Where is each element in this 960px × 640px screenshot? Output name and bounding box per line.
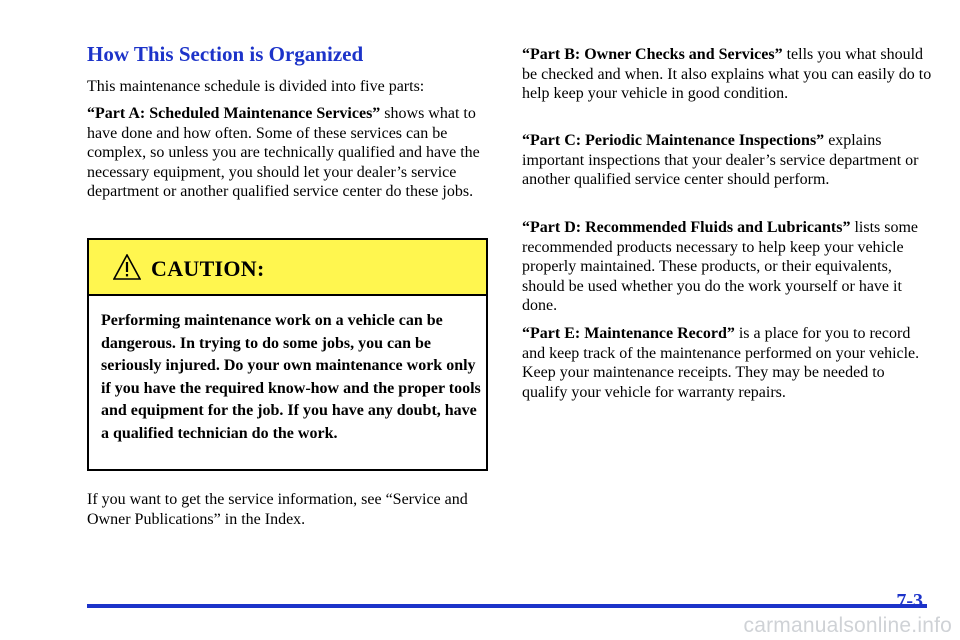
part-e-heading: “Part E: Maintenance Record”: [522, 325, 735, 342]
footer-rule: [87, 604, 927, 608]
closing-paragraph: If you want to get the service information, see “Service and Owner Publications” in the Index.: [87, 491, 468, 528]
part-d-text: lists some recommended products necessary to help keep your vehicle properly maintained. These products, or their equivalents, should be used whether you do the work yourself or have it done.: [522, 219, 919, 315]
caution-box: [87, 238, 488, 471]
part-c-paragraph: [522, 131, 932, 190]
section-title: How This Section is Organized: [87, 42, 364, 66]
part-c-text: explains important inspections that your dealer’s service department or another qualified service center should perform.: [522, 132, 919, 189]
caution-header: [89, 240, 486, 296]
caution-text: Performing maintenance work on a vehicle can be dangerous. In trying to do some jobs, you can be seriously injured. Do your own maintenance work only if you have the required know-how and the proper tools and equipment for the job. If you have any doubt, have a qualified technician do the work.: [101, 312, 481, 442]
part-e-paragraph: [522, 324, 932, 402]
part-e-text: is a place for you to record and keep track of the maintenance performed on your vehicle. Keep your maintenance receipts. They may be needed to qualify your vehicle for warranty repairs.: [522, 325, 920, 401]
watermark: carmanualsonline.info: [743, 614, 952, 637]
intro-paragraph: This maintenance schedule is divided into five parts:: [87, 78, 425, 95]
part-a-text: shows what to have done and how often. Some of these services can be complex, so unless you are technically qualified and have the necessary equipment, you should let your dealer’s service department or another qualified service center do these jobs.: [87, 105, 480, 201]
part-a-paragraph: [87, 104, 492, 202]
part-b-paragraph: [522, 45, 932, 104]
part-b-text: tells you what should be checked and when. It also explains what you can easily do to help keep your vehicle in good condition.: [522, 46, 932, 103]
part-c-heading: “Part C: Periodic Maintenance Inspections”: [522, 132, 825, 149]
caution-title: CAUTION:: [151, 256, 265, 281]
part-b-heading: “Part B: Owner Checks and Services”: [522, 46, 783, 63]
part-d-paragraph: [522, 218, 932, 316]
part-d-heading: “Part D: Recommended Fluids and Lubricants”: [522, 219, 851, 236]
warning-triangle-icon: [113, 254, 141, 280]
page-number: 7-3: [896, 590, 923, 612]
part-a-heading: “Part A: Scheduled Maintenance Services”: [87, 105, 381, 122]
